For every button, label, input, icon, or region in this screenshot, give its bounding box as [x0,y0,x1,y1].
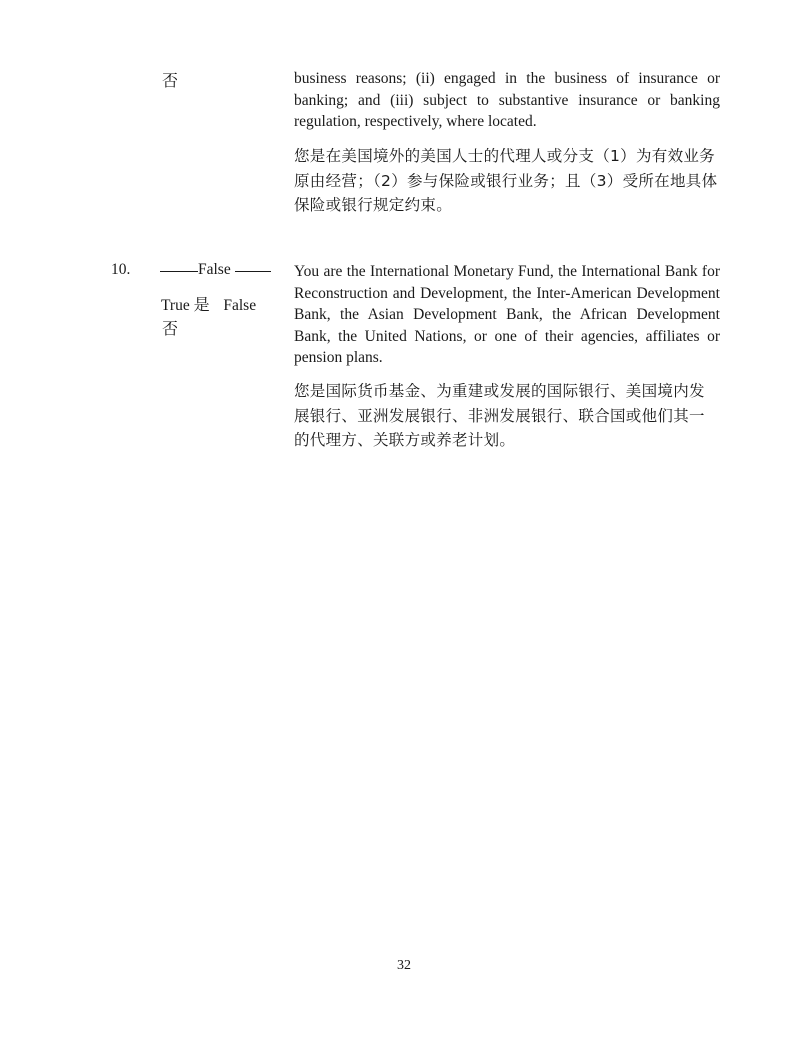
chinese-text-10: 您是国际货币基金、为重建或发展的国际银行、美国境内发展银行、亚洲发展银行、非洲发展银行、联合国或他们其一的代理方、关联方或养老计划。 [294,382,705,449]
true-false-line [161,292,256,315]
english-text-prev: business reasons; (ii) engaged in the business of insurance or banking; and (iii) subject to substantive insurance or banking regulation, respectively, where located. [294,70,720,130]
english-text-10: You are the International Monetary Fund, the International Bank for Reconstruction and Development, the Inter-American Development Bank, the Asian Development Bank, the African Development Bank, the United Nations, or one of their agencies, affiliates or pension plans. [294,263,720,366]
answer-blank-1[interactable] [160,270,198,272]
page-number: 32 [397,958,411,973]
no-label-prev: 否 [162,71,179,90]
false-label: False [198,261,231,278]
yes-label: 是 [193,295,210,314]
no-label: 否 [162,319,179,338]
chinese-text-prev: 您是在美国境外的美国人士的代理人或分支（1）为有效业务原由经营；（2）参与保险或银行业务；且（3）受所在地具体保险或银行规定约束。 [294,147,718,214]
false-label-2: False [223,297,257,314]
false-answer-line [160,261,271,279]
item-number: 10. [111,261,131,278]
true-label: True [161,297,190,314]
answer-blank-2[interactable] [235,270,271,272]
